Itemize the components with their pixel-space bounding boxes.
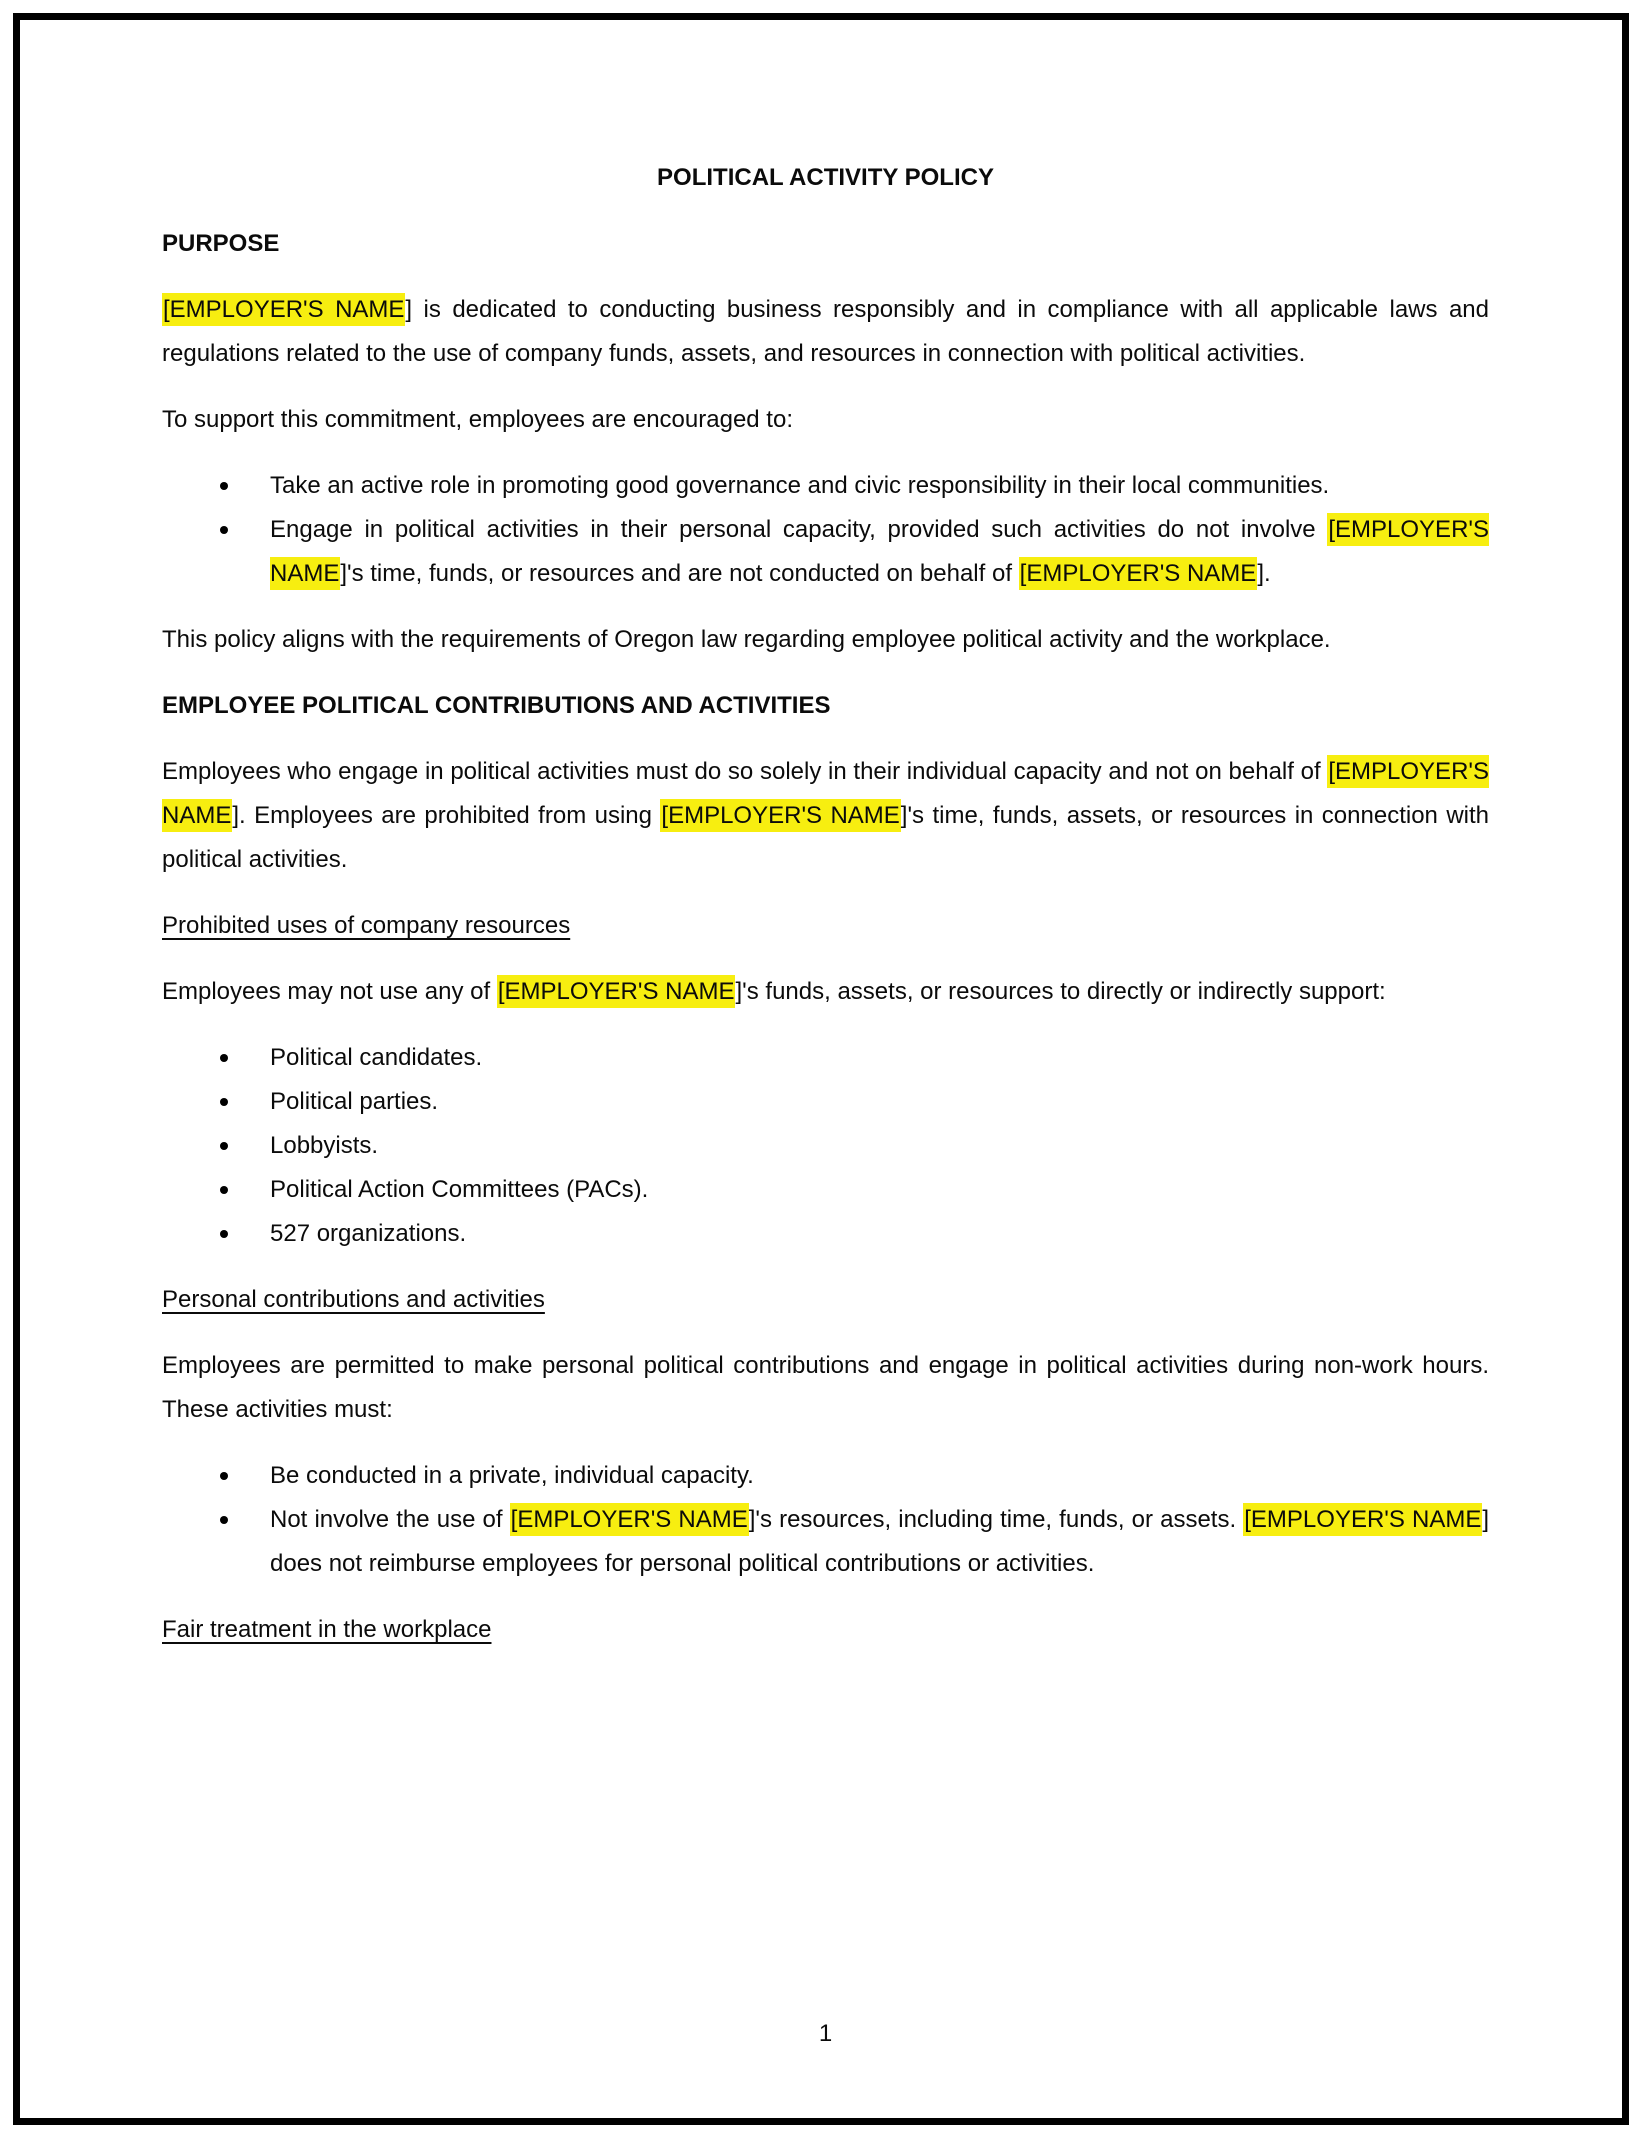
subheading-prohibited-uses: Prohibited uses of company resources xyxy=(162,912,571,939)
text-run: ]. xyxy=(1257,560,1271,587)
text-run: This policy aligns with the requirements of Oregon law regarding employee political activity and the workplace. xyxy=(162,626,1331,653)
section-heading-purpose: PURPOSE xyxy=(162,230,280,257)
page-number: 1 xyxy=(818,2020,833,2047)
employer-name-placeholder: [EMPLOYER'S NAME xyxy=(660,799,900,832)
text-run: Political parties. xyxy=(270,1088,439,1115)
text-run: Employees are permitted to make personal political contributions and engage in political activities during non-work hours. These activities must: xyxy=(162,1352,1489,1423)
employer-name-placeholder: [EMPLOYER'S NAME xyxy=(162,755,1489,832)
paragraph-purpose-commitment xyxy=(162,398,1489,442)
employer-name-placeholder: [EMPLOYER'S NAME xyxy=(510,1503,749,1536)
text-run: ]'s funds, assets, or resources to directly or indirectly support: xyxy=(735,978,1386,1005)
text-run: To support this commitment, employees are encouraged to: xyxy=(162,406,793,433)
bullet-item xyxy=(162,1080,1489,1124)
section-heading-contributions: EMPLOYEE POLITICAL CONTRIBUTIONS AND ACTIVITIES xyxy=(162,692,831,719)
bullet-item xyxy=(162,1498,1489,1586)
text-run: Political candidates. xyxy=(270,1044,483,1071)
bullet-list-purpose xyxy=(162,464,1489,596)
text-run: ] is dedicated to conducting business responsibly and in compliance with all applicable laws and regulations related to the use of company funds, assets, and resources in connection with political activities. xyxy=(162,296,1489,367)
bullet-item xyxy=(162,1168,1489,1212)
text-run: Lobbyists. xyxy=(270,1132,379,1159)
paragraph-oregon-law xyxy=(162,618,1489,662)
document-content xyxy=(162,156,1489,1674)
bullet-list-prohibited xyxy=(162,1036,1489,1256)
bullet-item xyxy=(162,1124,1489,1168)
employer-name-placeholder: [EMPLOYER'S NAME xyxy=(270,513,1489,590)
paragraph-purpose-intro xyxy=(162,288,1489,376)
bullet-item xyxy=(162,1454,1489,1498)
text-run: ]'s resources, including time, funds, or assets. xyxy=(748,1506,1244,1533)
paragraph-personal-intro xyxy=(162,1344,1489,1432)
text-run: Engage in political activities in their personal capacity, provided such activities do not involve xyxy=(270,516,1328,543)
text-run: Employees who engage in political activities must do so solely in their individual capacity and not on behalf of xyxy=(162,758,1328,785)
employer-name-placeholder: [EMPLOYER'S NAME xyxy=(497,975,736,1008)
bullet-item xyxy=(162,1036,1489,1080)
text-run: ]'s time, funds, assets, or resources in connection with political activities. xyxy=(162,802,1489,873)
text-run: 527 organizations. xyxy=(270,1220,467,1247)
text-run: ] does not reimburse employees for personal political contributions or activities. xyxy=(270,1506,1489,1577)
text-run: Political Action Committees (PACs). xyxy=(270,1176,649,1203)
bullet-item xyxy=(162,508,1489,596)
text-run: Be conducted in a private, individual capacity. xyxy=(270,1462,754,1489)
bullet-item xyxy=(162,1212,1489,1256)
bullet-list-personal xyxy=(162,1454,1489,1586)
subheading-personal-contributions: Personal contributions and activities xyxy=(162,1286,545,1313)
text-run: Not involve the use of xyxy=(270,1506,510,1533)
text-run: ]. Employees are prohibited from using xyxy=(232,802,661,829)
employer-name-placeholder: [EMPLOYER'S NAME xyxy=(1243,1503,1482,1536)
subheading-fair-treatment: Fair treatment in the workplace xyxy=(162,1616,492,1643)
bullet-item xyxy=(162,464,1489,508)
text-run: Take an active role in promoting good governance and civic responsibility in their local communities. xyxy=(270,472,1330,499)
text-run: ]'s time, funds, or resources and are not conducted on behalf of xyxy=(340,560,1019,587)
paragraph-prohibited-intro xyxy=(162,970,1489,1014)
document-title: POLITICAL ACTIVITY POLICY xyxy=(657,164,994,191)
paragraph-contributions-intro xyxy=(162,750,1489,882)
employer-name-placeholder: [EMPLOYER'S NAME xyxy=(162,293,405,326)
text-run: Employees may not use any of xyxy=(162,978,497,1005)
employer-name-placeholder: [EMPLOYER'S NAME xyxy=(1019,557,1258,590)
